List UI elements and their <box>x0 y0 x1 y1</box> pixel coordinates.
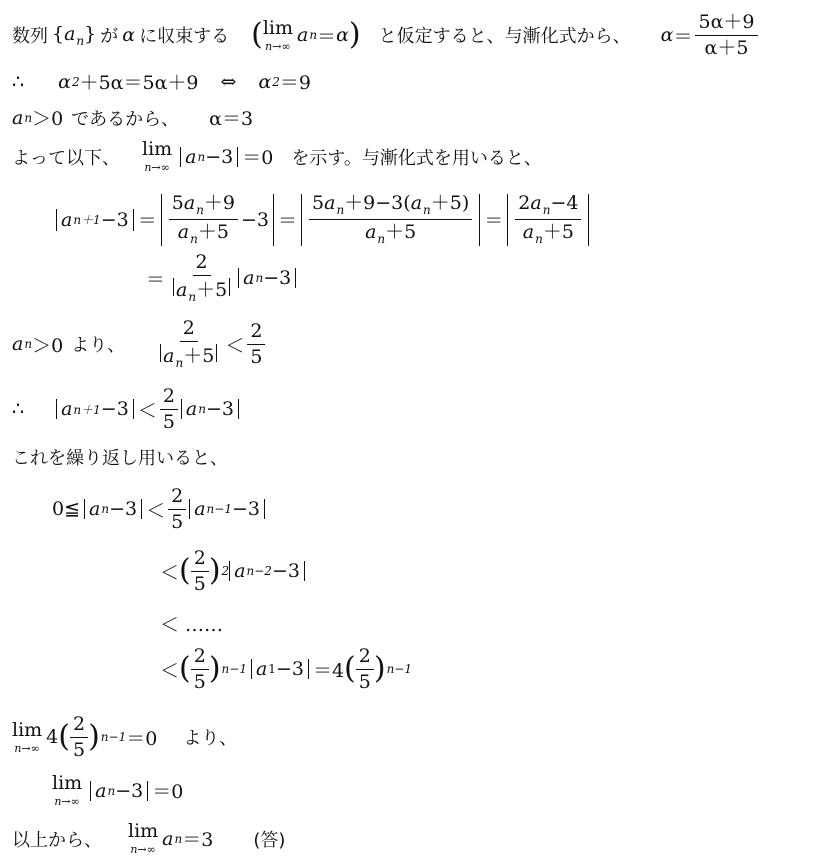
line-10: 0≦ a n −3 ＜ $\frac{2}{5}$ a n−1 −3 <box>52 486 269 533</box>
line-9: これを繰り返し用いると、 <box>12 448 228 469</box>
line-12: ＜ …… <box>160 614 224 636</box>
line-13: ＜ ( $\frac{2}{5}$ ) n−1 a 1 −3 ＝4 ( $\frac{2}{5}$ ) n−1 <box>160 645 412 693</box>
line-16: 以上から、 lim n→∞ a n ＝3 (答) <box>12 820 286 856</box>
line-2: ∴ α 2 ＋5α＝5α＋9 ⇔ α 2 ＝9 <box>12 70 312 94</box>
line-1: 数列 $\{a_n\}$ が α に収束する ( lim n→∞ a n ＝ α ) と仮定すると、与漸化式から、 α ＝ $\frac{5\alpha+9}{\alpha+5}$ <box>12 12 761 59</box>
answer-mark: (答) <box>253 829 286 851</box>
limit-expression: ( lim n→∞ a n ＝ α ) <box>251 16 361 53</box>
line-15: lim n→∞ a n −3 ＝0 <box>52 772 184 808</box>
line-14: lim n→∞ 4 ( $\frac{2}{5}$ ) n−1 ＝0 より、 <box>12 713 238 761</box>
line-11: ＜ ( $\frac{2}{5}$ ) 2 a n−2 −3 <box>160 548 309 595</box>
line-7: a n ＞0 より、 $\frac{2}{a_n+5}$ ＜ $\frac{2}{5}$ <box>12 318 268 370</box>
fraction: $\frac{5\alpha+9}{\alpha+5}$ <box>695 12 757 59</box>
line-5: a n＋1 −3 ＝ $\frac{5a_n+9}{a_n+5}$ −3 ＝ $\frac{5a_n+9-3(a_n+5)}{a_n+5}$ ＝ $\frac{2a_n-4}{a_n+5}$ <box>52 193 593 246</box>
line-6: ＝ $\frac{2}{a_n+5}$ a n −3 <box>146 252 300 304</box>
line-8: ∴ a n＋1 −3 ＜ $\frac{2}{5}$ a n −3 <box>12 386 243 433</box>
line-4: よって以下、 lim n→∞ a n −3 ＝0 を示す。与漸化式を用いると、 <box>12 138 542 174</box>
line-3: a n ＞0 であるから、 α＝3 <box>12 106 254 130</box>
